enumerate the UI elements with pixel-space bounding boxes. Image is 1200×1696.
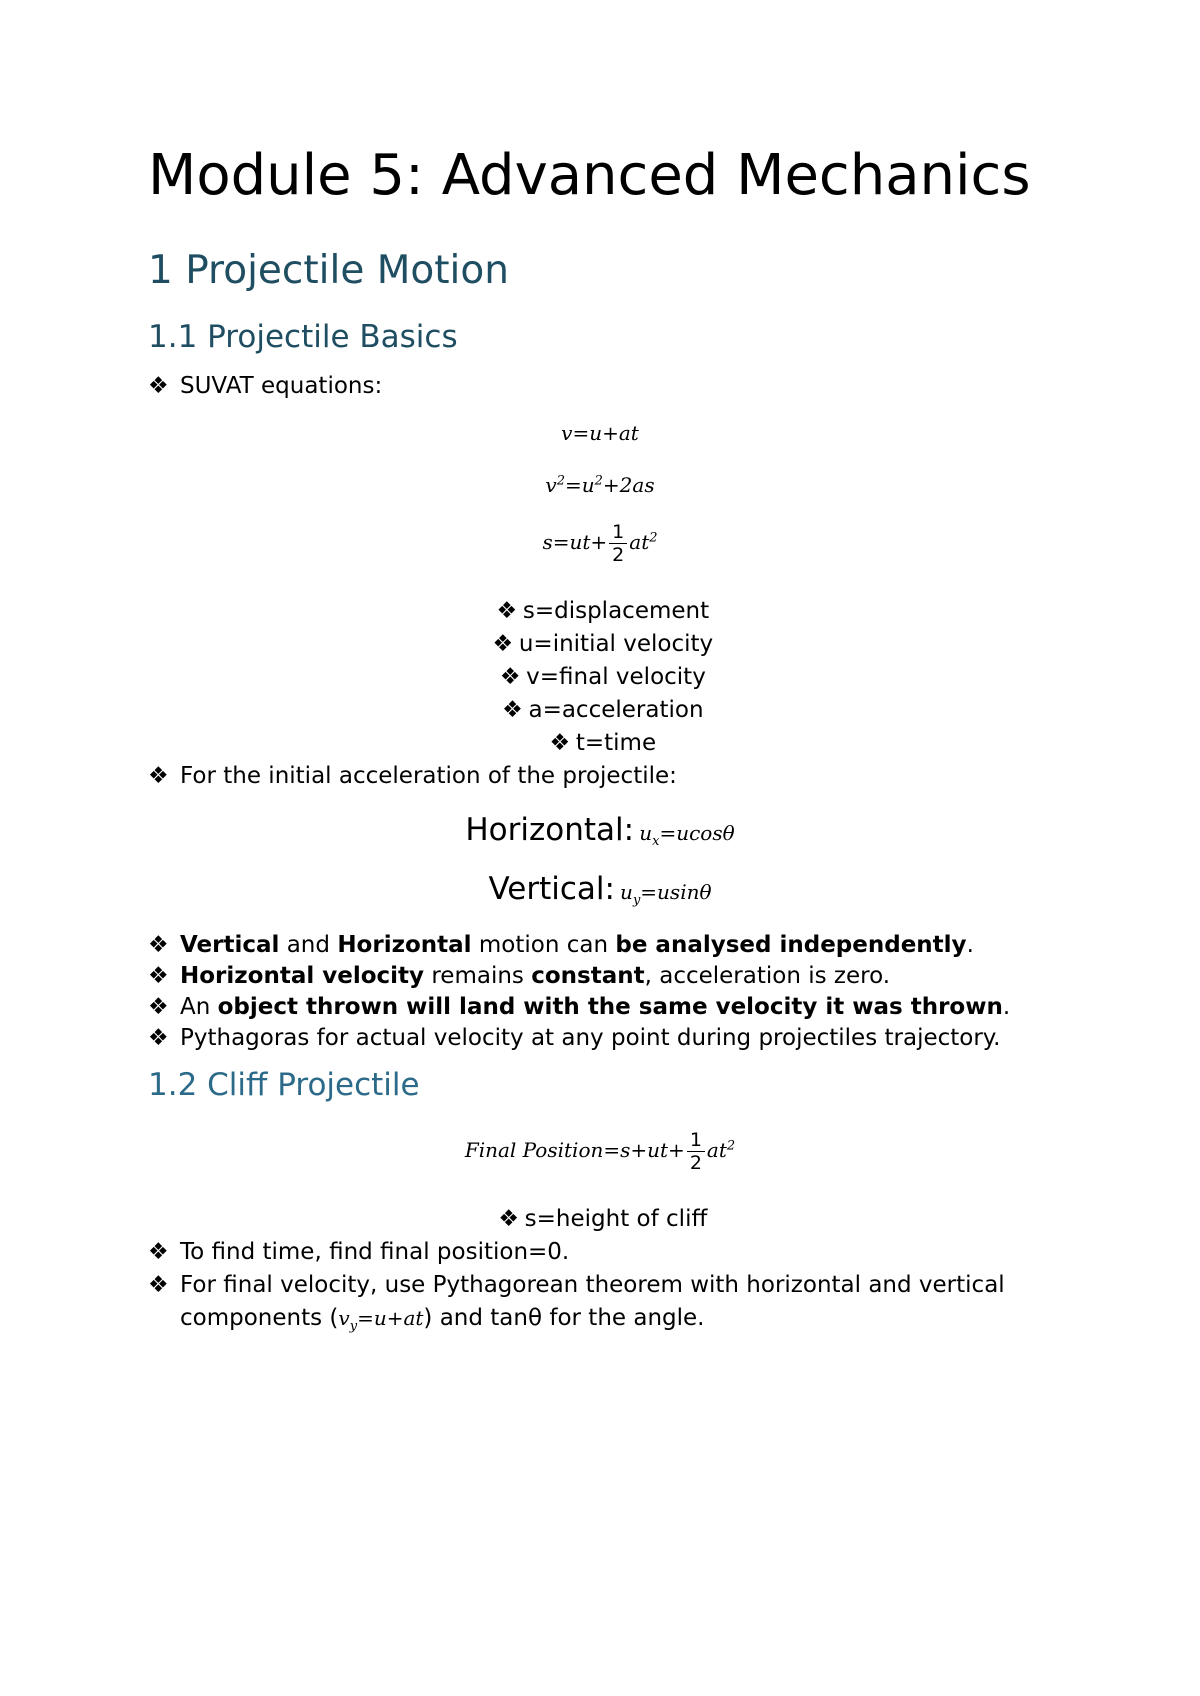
variable-item-cliff-height [0,1204,1200,1234]
equation-velocity-text: v=u+at [561,421,639,445]
vertical-eq-rest: =usinθ [640,880,712,904]
final-position-left: Final Position=s+ut+ [464,1138,685,1162]
equation-velocity [0,421,1200,445]
variable-text: u=initial velocity [518,631,714,657]
variable-text: s=displacement [522,598,710,624]
final-position-denominator: 2 [689,1152,702,1174]
vy-base: v [338,1306,350,1330]
horizontal-eq-base: u [639,821,653,845]
note-text: and [279,932,338,958]
variable-text: v=final velocity [526,664,706,690]
note-bold: constant [531,963,645,989]
variable-item-v [0,662,1200,692]
list-item-same-velocity [148,992,1010,1022]
variable-item-u [0,629,1200,659]
section-heading-projectile-motion: 1 Projectile Motion [148,248,509,293]
variable-text: a=acceleration [528,697,704,723]
bullet-diamond-icon: ❖ [496,598,518,624]
list-item-horizontal-velocity [148,961,890,991]
note-text: . [1002,994,1011,1020]
note-bold: Horizontal velocity [180,963,425,989]
horizontal-equation [639,821,735,849]
bullet-diamond-icon: ❖ [148,763,169,789]
note-bold: Horizontal [337,932,472,958]
equation-velocity-squared [0,473,1200,497]
horizontal-label: Horizontal: [465,812,635,848]
note-text: , acceleration is zero. [644,963,891,989]
eq2-rest: +2as [602,473,655,497]
eq2-exp2: 2 [594,473,603,489]
list-item-find-time [148,1237,569,1267]
note-bold: be analysed independently [615,932,967,958]
find-time-text: To find time, find final position=0. [180,1239,570,1265]
vertical-eq-sub: y [632,893,641,908]
note-text: . [966,932,974,958]
equation-displacement [0,521,1200,566]
list-item-final-velocity [148,1270,1005,1300]
bullet-diamond-icon: ❖ [502,697,523,723]
vertical-equation [620,880,712,908]
vy-rest: =u+at [357,1306,424,1330]
bullet-diamond-icon: ❖ [148,932,169,958]
final-position-at: at [706,1138,727,1162]
vy-equation [338,1306,424,1334]
page-title: Module 5: Advanced Mechanics [148,143,1031,208]
bullet-diamond-icon: ❖ [549,730,571,756]
note-bold: object thrown will land with the same velocity it was thrown [217,994,1003,1020]
final-position-fraction [687,1129,705,1174]
variable-item-t [0,728,1200,758]
variable-item-s [0,596,1200,626]
subsection-heading-cliff-projectile: 1.2 Cliff Projectile [148,1067,420,1103]
note-text: motion can [471,932,616,958]
bullet-diamond-icon: ❖ [148,994,169,1020]
final-velocity-text: ) and tanθ for the angle. [423,1305,705,1331]
note-text: An [180,994,218,1020]
final-velocity-text-line2 [180,1303,704,1342]
variable-text: t=time [575,730,657,756]
eq3-denominator: 2 [612,544,625,566]
bullet-diamond-icon: ❖ [148,373,169,399]
eq3-at: at [629,530,650,554]
bullet-diamond-icon: ❖ [499,664,521,690]
bullet-diamond-icon: ❖ [492,631,514,657]
initial-acceleration-text: For the initial acceleration of the projectile: [180,763,677,789]
note-text: remains [424,963,532,989]
vertical-component [0,871,1200,908]
eq3-left: s=ut+ [542,530,608,554]
horizontal-eq-sub: x [652,834,660,849]
vertical-eq-base: u [620,880,633,904]
bullet-diamond-icon: ❖ [148,1239,169,1265]
final-position-exp: 2 [726,1138,736,1154]
eq2-exp1: 2 [556,473,565,489]
eq2-v: v [545,473,557,497]
vertical-label: Vertical: [488,871,615,907]
suvat-label: SUVAT equations: [180,373,383,399]
list-item-initial-acceleration [148,761,677,791]
note-text: Pythagoras for actual velocity at any point during projectiles trajectory. [180,1025,1001,1051]
equation-final-position [0,1129,1200,1174]
variable-item-a [0,695,1200,725]
bullet-diamond-icon: ❖ [148,963,169,989]
final-position-numerator: 1 [687,1129,705,1152]
eq3-numerator: 1 [609,521,627,544]
eq2-u: =u [565,473,595,497]
subsection-heading-projectile-basics: 1.1 Projectile Basics [148,319,458,355]
final-velocity-text-line1: For final velocity, use Pythagorean theorem with horizontal and vertical [180,1272,1005,1298]
final-velocity-text: components ( [180,1305,339,1331]
eq3-fraction [609,521,627,566]
cliff-variable-text: s=height of cliff [524,1206,708,1232]
list-item-pythagoras [148,1023,1000,1053]
vy-sub: y [349,1319,358,1334]
bullet-diamond-icon: ❖ [498,1206,519,1232]
list-item-independent-motion [148,930,974,960]
eq3-exp: 2 [649,530,658,546]
list-item-suvat [148,371,382,401]
horizontal-eq-rest: =ucosθ [659,821,735,845]
note-bold: Vertical [180,932,280,958]
bullet-diamond-icon: ❖ [148,1272,169,1298]
horizontal-component [0,812,1200,849]
bullet-diamond-icon: ❖ [148,1025,169,1051]
